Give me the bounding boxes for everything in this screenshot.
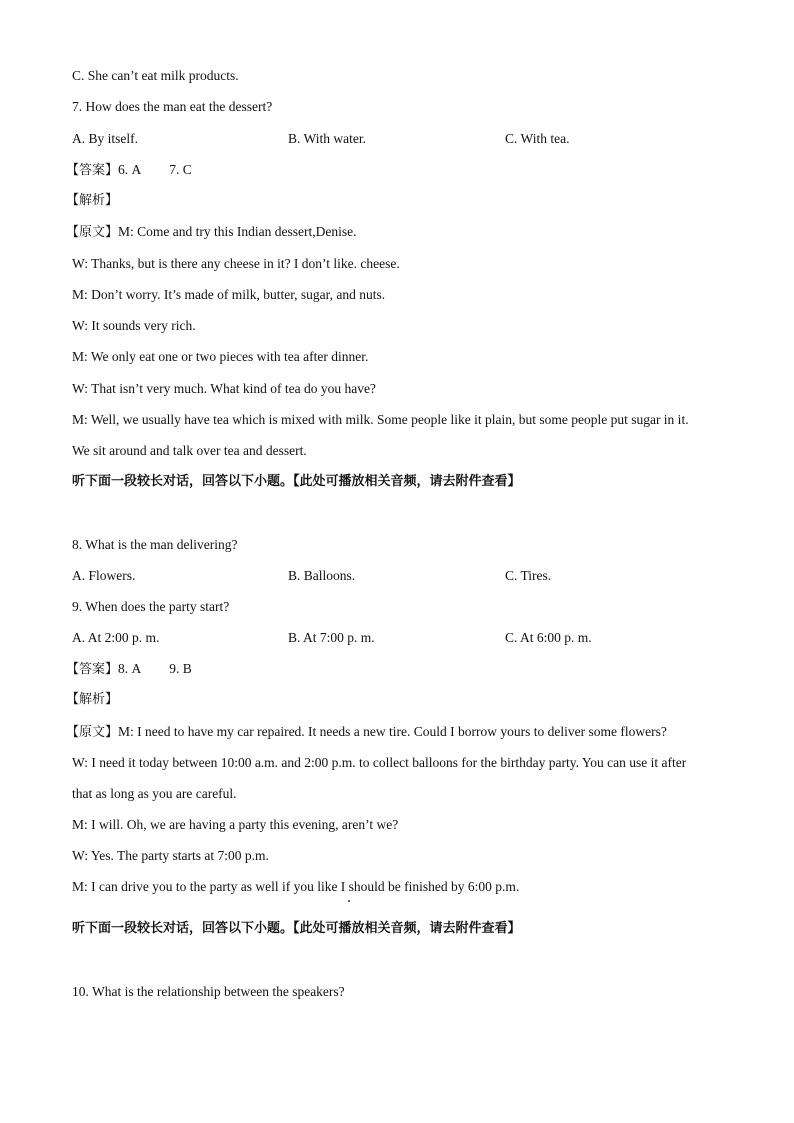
q9-question: 9. When does the party start? bbox=[72, 599, 230, 614]
transcript-1-line-2: M: Don’t worry. It’s made of milk, butter, sugar, and nuts. bbox=[72, 287, 386, 302]
transcript-2-line-3: M: I will. Oh, we are having a party this evening, aren’t we? bbox=[72, 817, 399, 832]
q7-option-b: B. With water. bbox=[288, 131, 366, 146]
transcript-1-line-5: W: That isn’t very much. What kind of tea do you have? bbox=[72, 381, 376, 396]
q9-option-a: A. At 2:00 p. m. bbox=[72, 630, 160, 645]
transcript-1-line-0: 【原文】M: Come and try this Indian dessert,Denise. bbox=[66, 224, 357, 240]
transcript-tag: 【原文】 bbox=[66, 225, 119, 240]
answer-8: 8. A bbox=[118, 661, 142, 676]
transcript-2-line-2: that as long as you are careful. bbox=[72, 786, 237, 801]
transcript-1-line-1: W: Thanks, but is there any cheese in it? I don’t like. cheese. bbox=[72, 256, 400, 271]
transcript-2-line-5: M: I can drive you to the party as well if you like I should be finished by 6:00 p.m. bbox=[72, 879, 520, 894]
transcript-2-line-1: W: I need it today between 10:00 a.m. and 2:00 p.m. to collect balloons for the birthday party. You can use it after bbox=[72, 755, 687, 770]
answer-tag: 【答案】 bbox=[66, 662, 119, 677]
q8-option-b: B. Balloons. bbox=[288, 568, 356, 583]
listening-instruction-2: 听下面一段较长对话，回答以下小题。【此处可播放相关音频，请去附件查看】 bbox=[72, 921, 521, 936]
transcript-1-line-6: M: Well, we usually have tea which is mixed with milk. Some people like it plain, but some people put sugar in it. bbox=[72, 412, 689, 427]
answer-7: 7. C bbox=[169, 162, 192, 177]
transcript-1-line-4: M: We only eat one or two pieces with tea after dinner. bbox=[72, 349, 369, 364]
transcript-1-line-3: W: It sounds very rich. bbox=[72, 318, 196, 333]
answer-line-1 bbox=[66, 161, 192, 180]
answer-line-2 bbox=[66, 660, 192, 679]
q8-option-c: C. Tires. bbox=[505, 568, 552, 583]
q9-option-b: B. At 7:00 p. m. bbox=[288, 630, 375, 645]
answer-6: 6. A bbox=[118, 162, 142, 177]
analysis-tag-2: 【解析】 bbox=[66, 692, 119, 707]
listening-instruction-1: 听下面一段较长对话，回答以下小题。【此处可播放相关音频，请去附件查看】 bbox=[72, 474, 521, 489]
emphasis-dot bbox=[348, 900, 350, 902]
analysis-tag-1: 【解析】 bbox=[66, 193, 119, 208]
q10-question: 10. What is the relationship between the speakers? bbox=[72, 984, 345, 999]
transcript-2-line-0: 【原文】M: I need to have my car repaired. It needs a new tire. Could I borrow yours to deliver some flowers? bbox=[66, 724, 667, 740]
answer-9: 9. B bbox=[169, 661, 192, 676]
q7-question: 7. How does the man eat the dessert? bbox=[72, 99, 273, 114]
q8-question: 8. What is the man delivering? bbox=[72, 537, 238, 552]
q8-option-a: A. Flowers. bbox=[72, 568, 136, 583]
q7-option-a: A. By itself. bbox=[72, 131, 138, 146]
q7-option-c: C. With tea. bbox=[505, 131, 570, 146]
q9-option-c: C. At 6:00 p. m. bbox=[505, 630, 592, 645]
transcript-1-line-7: We sit around and talk over tea and dessert. bbox=[72, 443, 307, 458]
transcript-tag: 【原文】 bbox=[66, 725, 119, 740]
transcript-2-line-4: W: Yes. The party starts at 7:00 p.m. bbox=[72, 848, 269, 863]
answer-tag: 【答案】 bbox=[66, 163, 119, 178]
q6-option-c: C. She can’t eat milk products. bbox=[72, 68, 239, 83]
